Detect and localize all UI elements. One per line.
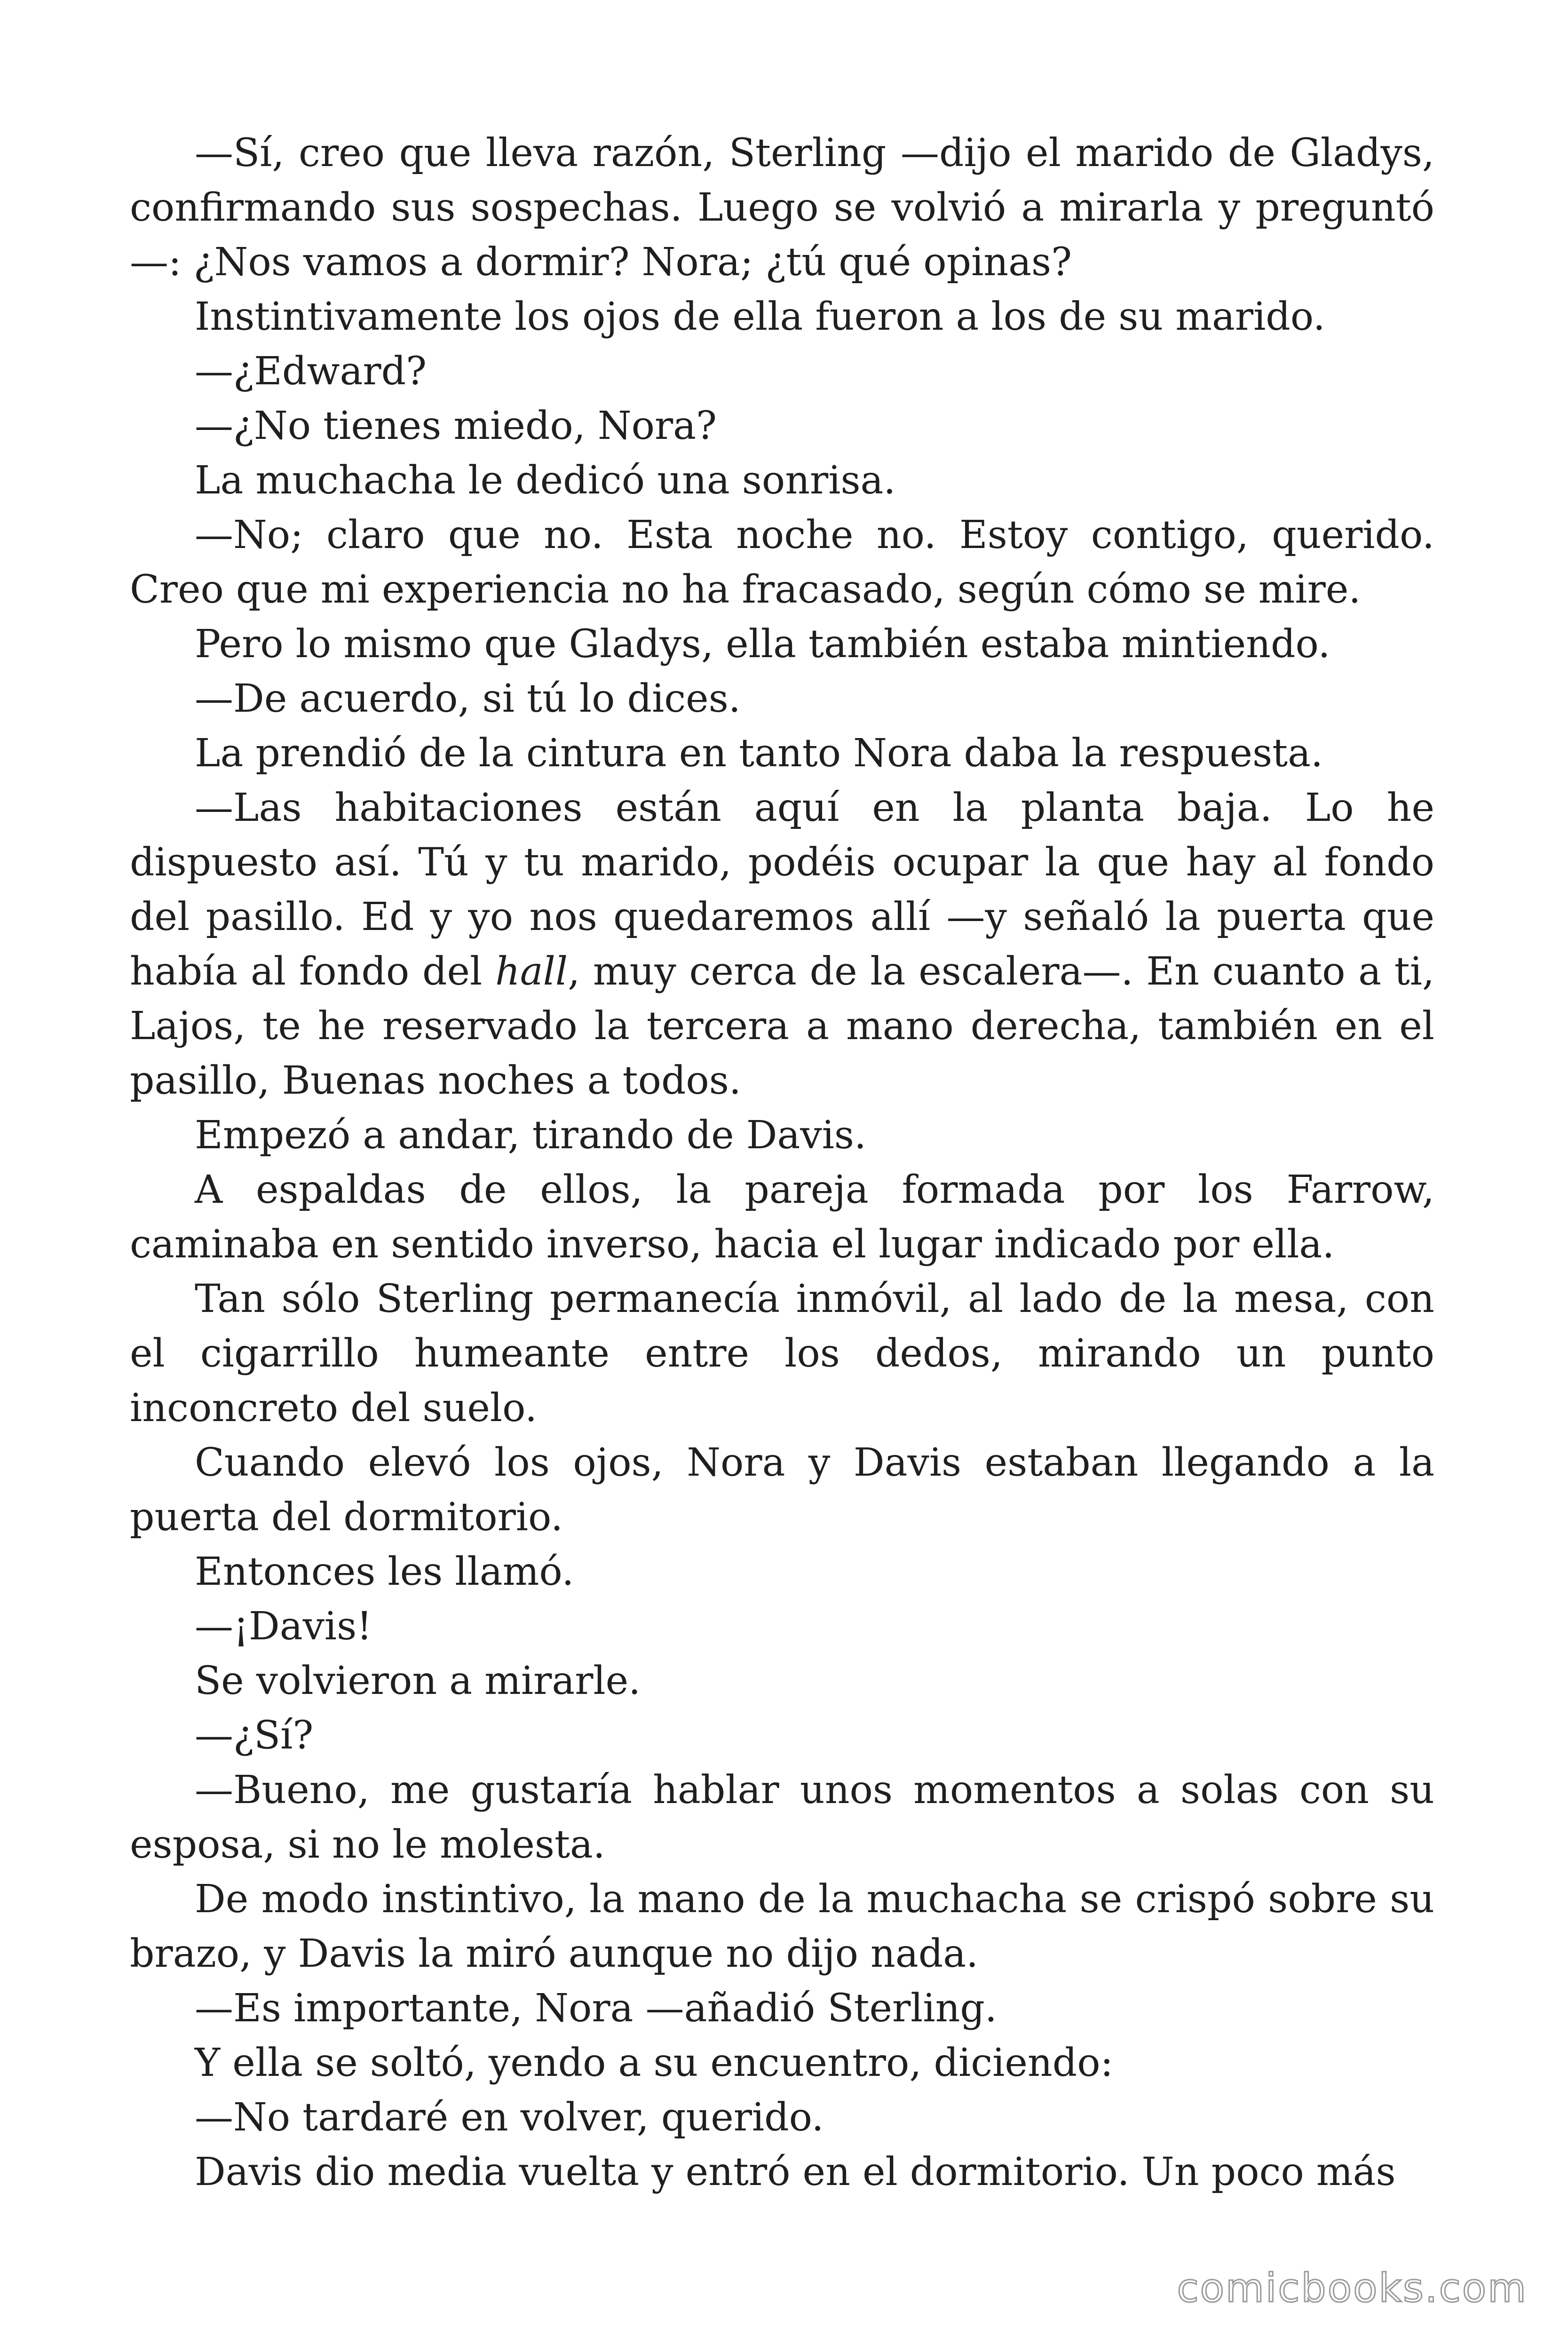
paragraph: —¿Sí? [195,1713,314,1758]
paragraph: La muchacha le dedicó una sonrisa. [195,458,896,503]
paragraph: Tan sólo Sterling permanecía inmóvil, al lado de la mesa, con el cigarrillo humeante entre los dedos, mirando un punto inconcreto del suelo. [130,1277,1434,1430]
paragraph: —Sí, creo que lleva razón, Sterling —dijo el marido de Gladys, confirmando sus sospechas. Luego se volvió a mirarla y preguntó—: ¿Nos vamos a dormir? Nora; ¿tú qué opinas? [130,131,1434,285]
paragraph: —No; claro que no. Esta noche no. Estoy contigo, querido. Creo que mi experiencia no ha fracasado, según cómo se mire. [130,513,1434,612]
paragraph: Pero lo mismo que Gladys, ella también estaba mintiendo. [195,622,1330,667]
paragraph: Instintivamente los ojos de ella fueron a los de su marido. [195,294,1325,339]
paragraph: A espaldas de ellos, la pareja formada por los Farrow, caminaba en sentido inverso, hacia el lugar indicado por ella. [130,1168,1434,1267]
paragraph: Cuando elevó los ojos, Nora y Davis estaban llegando a la puerta del dormitorio. [130,1440,1434,1540]
paragraph: —Es importante, Nora —añadió Sterling. [195,1986,997,2031]
paragraph: —De acuerdo, si tú lo dices. [195,676,741,721]
paragraph: Y ella se soltó, yendo a su encuentro, diciendo: [195,2041,1114,2085]
paragraph-text: —Las habitaciones están aquí en la planta baja. Lo he dispuesto así. Tú y tu marido, podéis ocupar la que hay al fondo del pasillo. Ed y yo nos quedaremos allí —y señaló la puerta que había al fondo del [130,786,1434,994]
paragraph: —¡Davis! [195,1604,372,1649]
paragraph: —No tardaré en volver, querido. [195,2095,824,2140]
paragraph: —¿Edward? [195,349,427,394]
paragraph-with-italic [130,781,1434,1108]
paragraph: —Bueno, me gustaría hablar unos momentos a solas con su esposa, si no le molesta. [130,1768,1434,1867]
italic-word: hall [495,949,568,994]
body-text [130,126,1434,2200]
paragraph: Davis dio media vuelta y entró en el dormitorio. Un poco más [195,2150,1396,2194]
paragraph: Empezó a andar, tirando de Davis. [195,1113,867,1158]
paragraph-text: , muy cerca de la escalera—. En cuanto a ti, Lajos, te he reservado la tercera a mano derecha, también en el pasillo, Buenas noches a todos. [130,949,1435,1103]
paragraph: De modo instintivo, la mano de la muchacha se crispó sobre su brazo, y Davis la miró aunque no dijo nada. [130,1877,1434,1976]
paragraph: La prendió de la cintura en tanto Nora daba la respuesta. [195,731,1323,776]
paragraph: Entonces les llamó. [195,1549,574,1594]
paragraph: Se volvieron a mirarle. [195,1659,641,1703]
watermark: comicbooks.com [1177,2265,1528,2311]
paragraph: —¿No tienes miedo, Nora? [195,404,717,448]
